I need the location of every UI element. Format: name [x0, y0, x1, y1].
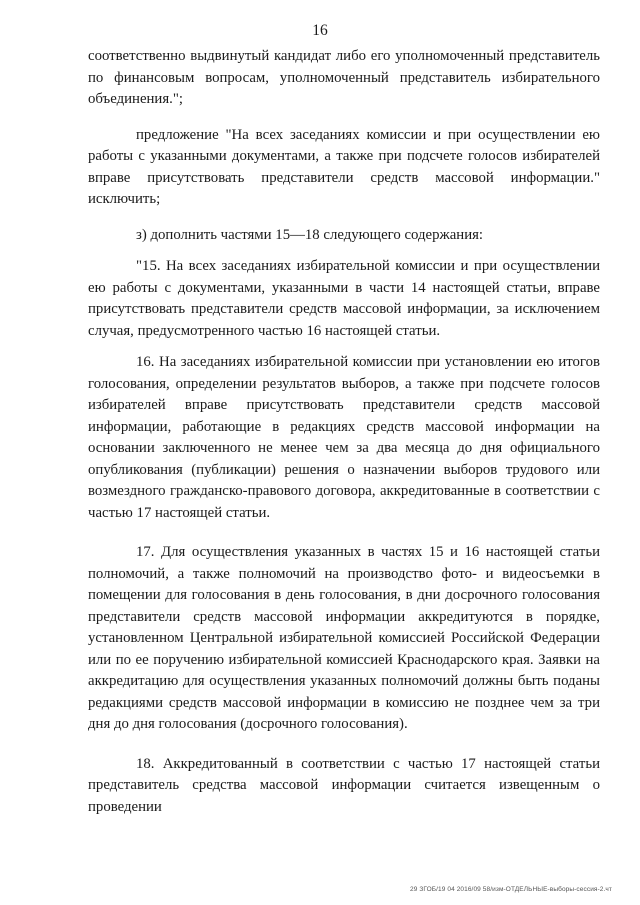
- paragraph: 18. Аккредитованный в соответствии с частью 17 настоящей статьи представитель средства массовой информации считается извещенным о проведении: [88, 755, 600, 815]
- paragraph: 17. Для осуществления указанных в частях 15 и 16 настоящей статьи полномочий, а также полномочий на производство фото- и видеосъемки в помещении для голосования в день голосования, в дни досрочного голосования представители средств массовой информации аккредитуются в порядке, установленном Центральной избирательной комиссией Российской Федерации или по ее поручению избирательной комиссией Краснодарского края. Заявки на аккредитацию для осуществления указанных полномочий должны быть поданы редакциями средств массовой информации в комиссию не позднее чем за три дня до дня голосования (досрочного голосования).: [88, 544, 600, 732]
- paragraph: предложение "На всех заседаниях комиссии и при осуществлении ею работы с указанными документами, а также при подсчете голосов избирателей вправе присутствовать представители средств массовой информации." исключить;: [88, 126, 600, 207]
- footer-file-stamp: 29 ЗГОБ/19 04 2016/09 58/изм-ОТДЕЛЬНЫЕ-выборы-сессия-2.чт: [409, 886, 612, 893]
- paragraph: з) дополнить частями 15—18 следующего содержания:: [136, 226, 484, 243]
- page-number: 16: [312, 22, 328, 39]
- paragraph: 16. На заседаниях избирательной комиссии при установлении ею итогов голосования, определении результатов выборов, а также при подсчете голосов избирателей вправе присутствовать представители средств массовой информации, работающие в редакциях средств массовой информации на основании заключенного не менее чем за два месяца до дня официального опубликования (публикации) решения о назначении выборов трудового или возмездного гражданско-правового договора, аккредитованные в соответствии с частью 17 настоящей статьи.: [88, 354, 600, 521]
- document-body: [88, 46, 600, 818]
- paragraph: "15. На всех заседаниях избирательной комиссии и при осуществлении ею работы с документами, указанными в части 14 настоящей статьи, вправе присутствовать представители средств массовой информации, за исключением случая, предусмотренного частью 16 настоящей статьи.: [88, 258, 600, 339]
- paragraph: соответственно выдвинутый кандидат либо его уполномоченный представитель по финансовым вопросам, уполномоченный представитель избирательного объединения.";: [88, 48, 600, 107]
